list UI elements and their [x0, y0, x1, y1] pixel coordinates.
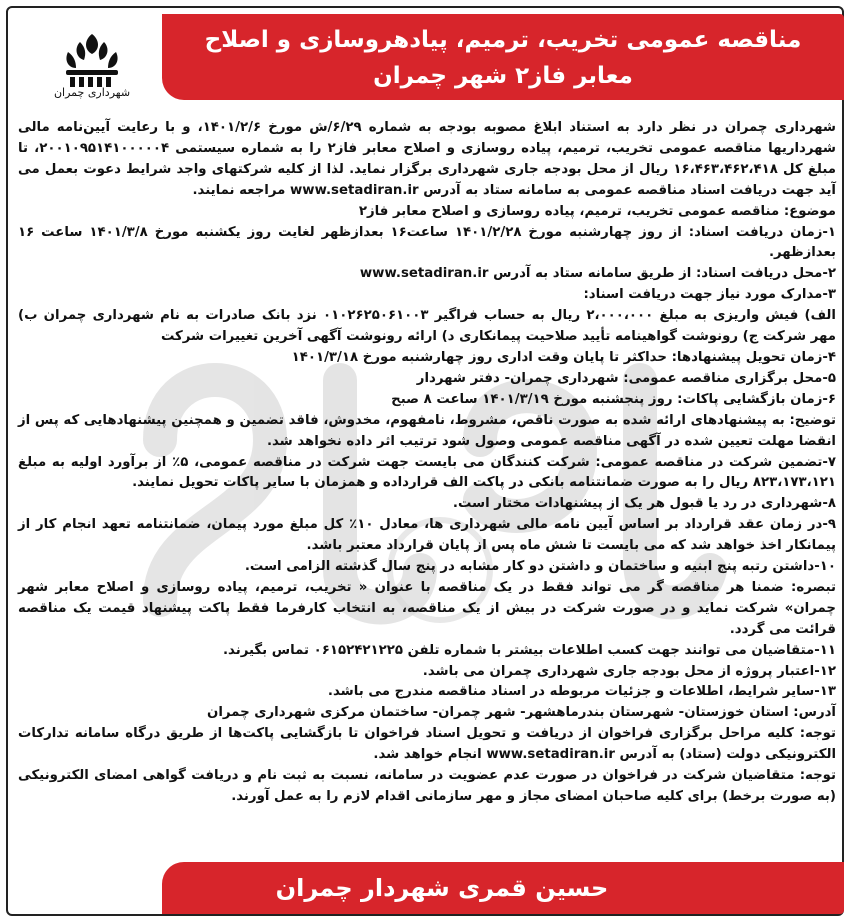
title-line-1: مناقصه عمومی تخریب، ترمیم، پیادهروسازی و اصلاح: [204, 27, 802, 53]
item-2-documents-place: ۲-محل دریافت اسناد: از طریق سامانه ستاد به آدرس www.setadiran.ir: [359, 266, 836, 282]
item-4-submission-time: ۴-زمان تحویل پیشنهادها: حداکثر تا پایان وقت اداری روز چهارشنبه مورخ ۱۴۰۱/۳/۱۸: [291, 349, 836, 365]
required-documents-list: الف) فیش واریزی به مبلغ ۲،۰۰۰،۰۰۰ ریال به حساب فراگیر ۰۱۰۲۶۲۵۰۶۱۰۰۳ نزد بانک صادرات به نام شهرداری چمران ب) مهر شرکت ج) رونوشت گواهینامه تأیید صلاحیت پیمانکاری د) ارائه رونوشت آگهی آخرین تغییرات شرکت: [18, 308, 836, 345]
item-6-opening-time: ۶-زمان بازگشایی پاکات: روز پنجشنبه مورخ ۱۴۰۱/۳/۱۹ ساعت ۸ صبح: [391, 391, 836, 407]
item-10-qualification: ۱۰-داشتن رتبه پنج ابنیه و ساختمان و داشتن دو کار مشابه در پنج سال گذشته الزامی است.: [244, 559, 836, 575]
item-12-budget: ۱۲-اعتبار پروژه از محل بودجه جاری شهرداری چمران می باشد.: [422, 663, 836, 679]
item-3-required-documents: ۳-مدارک مورد نیاز جهت دریافت اسناد:: [583, 287, 836, 303]
mayor-signature: حسین قمری شهردار چمران: [275, 874, 609, 902]
item-11-contact-phone: ۱۱-متقاضیان می توانند جهت کسب اطلاعات بیشتر با شماره تلفن ۰۶۱۵۲۴۲۱۲۲۵ تماس بگیرند.: [223, 642, 836, 658]
note-single-tender: تبصره: ضمنا هر مناقصه گر می تواند فقط در یک مناقصه با عنوان « تخریب، ترمیم، پیاده روسازی و اصلاح معابر شهر چمران» شرکت نماید و در صورت شرکت در بیش از یک مناقصه، به انتخاب کارفرما فقط پاکت پیشنهاد قیمت یک مناقصه قرائت می گردد.: [18, 579, 836, 637]
item-9-performance-bond: ۹-در زمان عقد قرارداد بر اساس آیین نامه مالی شهرداری ها، معادل ۱۰٪ کل مبلغ مورد پیمان، ضمانتنامه تعهد انجام کار از پیمانکار اخذ خواهد شد که می بایست تا شش ماه پس از پایان قرارداد معتبر باشد.: [18, 517, 836, 554]
intro-paragraph: شهرداری چمران در نظر دارد به استناد ابلاغ مصوبه بودجه به شماره ۶/۲۹/ش مورخ ۱۴۰۱/۲/۶، و با رعایت آیین‌نامه مالی شهرداریها مناقصه عمومی تخریب، ترمیم، پیاده روسازی و اصلاح معابر فاز۲ را به شماره سیستمی ۲۰۰۱۰۹۵۱۴۱۰۰۰۰۰۴، تا مبلغ کل ۱۶،۴۶۳،۴۶۲،۴۱۸ ریال از محل بودجه جاری شهرداری برگزار نماید. لذا از کلیه شرکتهای واجد شرایط دعوت بعمل می آید جهت دریافت اسناد مناقصه عمومی به سامانه ستاد به آدرس www.setadiran.ir مراجعه نمایند.: [18, 120, 837, 198]
note-setad-process: توجه: کلیه مراحل برگزاری فراخوان از دریافت و تحویل اسناد فراخوان تا بازگشایی پاکت‌ها از طریق درگاه سامانه تدارکات الکترونیکی دولت (ستاد) به آدرس www.setadiran.ir انجام خواهد شد.: [18, 726, 836, 763]
logo-text: شهرداری چمران: [53, 86, 131, 99]
note-invalid-bids: توضیح: به پیشنهادهای ارائه شده به صورت ناقص، مشروط، نامفهوم، مخدوش، فاقد تضمین و همچنین پیشنهادهایی که پس از انقضا مهلت تعیین شده در آگهی مناقصه عمومی وصول شود ترتیب اثر داده نخواهد شد.: [18, 412, 836, 449]
subject-line: موضوع: مناقصه عمومی تخریب، ترمیم، پیاده روسازی و اصلاح معابر فاز۲: [358, 203, 836, 219]
item-13-other-terms: ۱۳-سایر شرایط، اطلاعات و جزئیات مربوطه در اسناد مناقصه مندرج می باشد.: [327, 684, 836, 700]
item-7-guarantee: ۷-تضمین شرکت در مناقصه عمومی: شرکت کنندگان می بایست جهت شرکت در مناقصه عمومی، ۵٪ از برآورد اولیه به مبلغ ۸۲۳،۱۷۳،۱۲۱ ریال را به صورت ضمانتنامه بانکی در پاکت الف قرارداده و همزمان با سایر پاکات تحویل نمایند.: [18, 454, 836, 491]
title-banner: [162, 14, 844, 100]
title-line-2: معابر فاز۲ شهر چمران: [373, 63, 633, 89]
item-5-tender-place: ۵-محل برگزاری مناقصه عمومی: شهرداری چمران- دفتر شهردار: [416, 370, 836, 386]
announcement-body: [18, 118, 836, 808]
address-line: آدرس: استان خوزستان- شهرستان بندرماهشهر- شهر چمران- ساختمان مرکزی شهرداری چمران: [207, 705, 836, 721]
note-registration: توجه: متقاضیان شرکت در فراخوان در صورت عدم عضویت در سامانه، نسبت به ثبت نام و دریافت گواهی امضای الکترونیکی (به صورت برخط) برای کلیه صاحبان امضای مجاز و مهر سازمانی اقدام لازم را به عمل آورند.: [18, 768, 836, 804]
signature-banner: [162, 862, 844, 914]
item-8-rejection-right: ۸-شهرداری در رد یا قبول هر یک از پیشنهادات مختار است.: [452, 496, 836, 512]
item-1-documents-time: ۱-زمان دریافت اسناد: از روز چهارشنبه مورخ ۱۴۰۱/۲/۲۸ ساعت۱۶ بعدازظهر لغایت روز یکشنبه مورخ ۱۴۰۱/۳/۸ ساعت ۱۶ بعدازظهر.: [18, 224, 836, 261]
